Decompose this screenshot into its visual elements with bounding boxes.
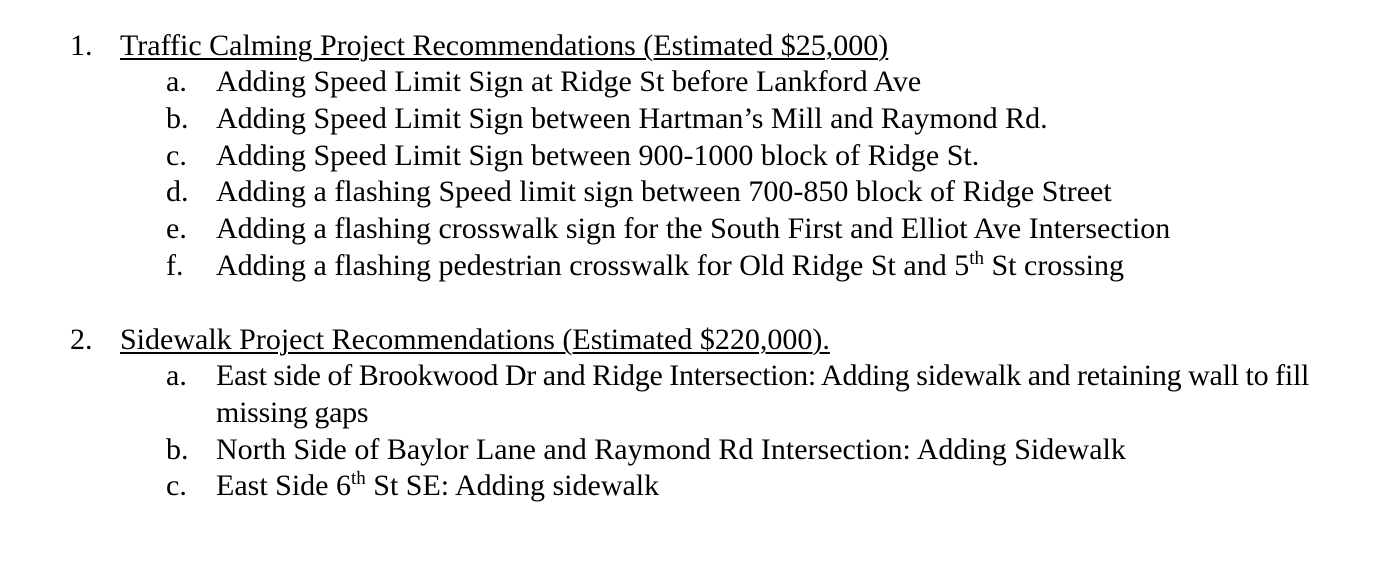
list-item — [0, 432, 1378, 469]
item-text: Adding Speed Limit Sign between Hartman’s Mill and Raymond Rd. — [216, 101, 1048, 135]
list-item — [0, 174, 1378, 211]
section-sidewalk — [0, 322, 1378, 505]
item-text-start: Adding a flashing pedestrian crosswalk for Old Ridge St and 5 — [216, 248, 970, 282]
item-text — [216, 468, 1378, 505]
item-letter: d. — [166, 175, 189, 209]
item-text-end: St SE: Adding sidewalk — [365, 469, 660, 503]
recommendation-list — [0, 358, 1378, 505]
item-text: North Side of Baylor Lane and Raymond Rd Intersection: Adding Sidewalk — [216, 432, 1126, 466]
section-traffic-calming — [0, 28, 1378, 285]
item-text: Adding Speed Limit Sign at Ridge St before Lankford Ave — [216, 65, 922, 98]
list-item — [0, 468, 1378, 505]
section-title: Traffic Calming Project Recommendations (Estimated $25,000) — [120, 29, 889, 62]
section-heading — [0, 322, 1378, 358]
item-text: Adding a flashing Speed limit sign between 700-850 block of Ridge Street — [216, 175, 1112, 209]
list-item — [0, 64, 1378, 101]
item-text-start: East Side 6 — [216, 469, 351, 503]
item-letter: e. — [166, 212, 187, 246]
item-text: Adding a flashing crosswalk sign for the South First and Elliot Ave Intersection — [216, 212, 1171, 246]
item-text — [216, 248, 1378, 285]
item-letter: b. — [166, 432, 189, 466]
list-item — [0, 101, 1378, 138]
item-letter: b. — [166, 101, 189, 135]
section-number: 1. — [70, 29, 93, 62]
section-heading — [0, 28, 1378, 64]
ordinal-superscript: th — [351, 468, 366, 490]
section-title: Sidewalk Project Recommendations (Estimated $220,000). — [120, 323, 830, 356]
ordinal-superscript: th — [969, 247, 984, 269]
item-text-end: St crossing — [983, 248, 1124, 282]
recommendation-list — [0, 64, 1378, 285]
item-letter: c. — [166, 469, 187, 503]
item-letter: c. — [166, 138, 187, 172]
list-item — [0, 211, 1378, 248]
list-item — [0, 138, 1378, 175]
item-text: Adding Speed Limit Sign between 900-1000 block of Ridge St. — [216, 138, 980, 172]
item-letter: a. — [166, 359, 187, 392]
item-text: East side of Brookwood Dr and Ridge Intersection: Adding sidewalk and retaining wall to fill missing gaps — [216, 359, 1310, 429]
list-item — [0, 358, 1378, 432]
list-item — [0, 248, 1378, 285]
section-number: 2. — [70, 323, 93, 356]
item-letter: f. — [166, 248, 184, 282]
item-letter: a. — [166, 65, 187, 98]
